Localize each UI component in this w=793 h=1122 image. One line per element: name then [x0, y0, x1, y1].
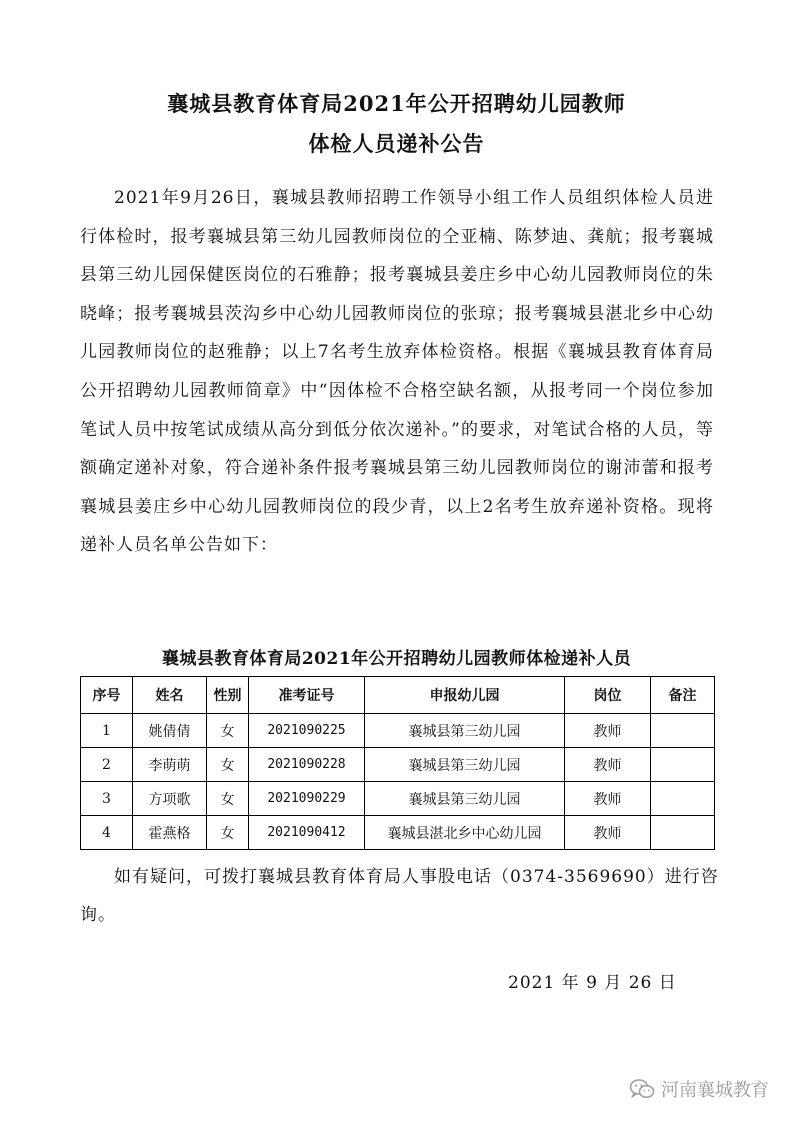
notice-body: 2021年9月26日，襄城县教师招聘工作领导小组工作人员组织体检人员进行体检时，报考襄城县第三幼儿园教师岗位的仝亚楠、陈梦迪、龚航；报考襄城县第三幼儿园保健医岗位的石雅静；报考襄城县姜庄乡中心幼儿园教师岗位的朱晓峰；报考襄城县茨沟乡中心幼儿园教师岗位的张琼；报考襄城县湛北乡中心幼儿园教师岗位的赵雅静；以上7名考生放弃体检资格。根据《襄城县教育体育局公开招聘幼儿园教师简章》中“因体检不合格空缺名额，从报考同一个岗位参加笔试人员中按笔试成绩从高分到低分依次递补。”的要求，对笔试合格的人员，等额确定递补对象，符合递补条件报考襄城县第三幼儿园教师岗位的谢沛蕾和报考襄城县姜庄乡中心幼儿园教师岗位的段少青，以上2名考生放弃递补资格。现将递补人员名单公告如下：	[80, 188, 714, 556]
cell-name: 霍燕格	[133, 816, 207, 850]
cell-gender: 女	[207, 816, 249, 850]
cell-gender: 女	[207, 748, 249, 782]
header-seq: 序号	[81, 677, 133, 714]
table-row	[81, 714, 715, 748]
cell-name: 李萌萌	[133, 748, 207, 782]
header-kindergarten: 申报幼儿园	[365, 677, 565, 714]
cell-post: 教师	[565, 782, 651, 816]
table-row	[81, 816, 715, 850]
header-name: 姓名	[133, 677, 207, 714]
notice-date: 2021 年 9 月 26 日	[508, 973, 677, 993]
notice-title-line2: 体检人员递补公告	[308, 131, 485, 156]
cell-name: 方项歌	[133, 782, 207, 816]
header-gender: 性别	[207, 677, 249, 714]
header-remark: 备注	[651, 677, 715, 714]
wechat-icon	[629, 1078, 655, 1100]
cell-ticket: 2021090412	[249, 816, 365, 850]
table-title: 襄城县教育体育局2021年公开招聘幼儿园教师体检递补人员	[161, 649, 632, 669]
cell-seq: 2	[81, 748, 133, 782]
cell-remark	[651, 714, 715, 748]
header-post: 岗位	[565, 677, 651, 714]
cell-kindergarten: 襄城县第三幼儿园	[365, 748, 565, 782]
cell-gender: 女	[207, 714, 249, 748]
header-ticket: 准考证号	[249, 677, 365, 714]
cell-ticket: 2021090229	[249, 782, 365, 816]
cell-name: 姚倩倩	[133, 714, 207, 748]
account-watermark	[629, 1076, 769, 1102]
cell-remark	[651, 748, 715, 782]
cell-kindergarten: 襄城县第三幼儿园	[365, 714, 565, 748]
cell-post: 教师	[565, 816, 651, 850]
cell-post: 教师	[565, 714, 651, 748]
cell-seq: 3	[81, 782, 133, 816]
cell-seq: 4	[81, 816, 133, 850]
table-header-row	[81, 677, 715, 714]
watermark-text: 河南襄城教育	[661, 1080, 769, 1101]
contact-note: 如有疑问，可拨打襄城县教育体育局人事股电话（0374-3569690）进行咨询。	[80, 867, 719, 925]
cell-ticket: 2021090225	[249, 714, 365, 748]
cell-ticket: 2021090228	[249, 748, 365, 782]
cell-post: 教师	[565, 748, 651, 782]
cell-gender: 女	[207, 782, 249, 816]
cell-seq: 1	[81, 714, 133, 748]
cell-remark	[651, 816, 715, 850]
notice-title-line1: 襄城县教育体育局2021年公开招聘幼儿园教师	[167, 91, 626, 116]
table-row	[81, 782, 715, 816]
cell-kindergarten: 襄城县第三幼儿园	[365, 782, 565, 816]
roster-table	[80, 676, 715, 850]
cell-remark	[651, 782, 715, 816]
cell-kindergarten: 襄城县湛北乡中心幼儿园	[365, 816, 565, 850]
table-row	[81, 748, 715, 782]
